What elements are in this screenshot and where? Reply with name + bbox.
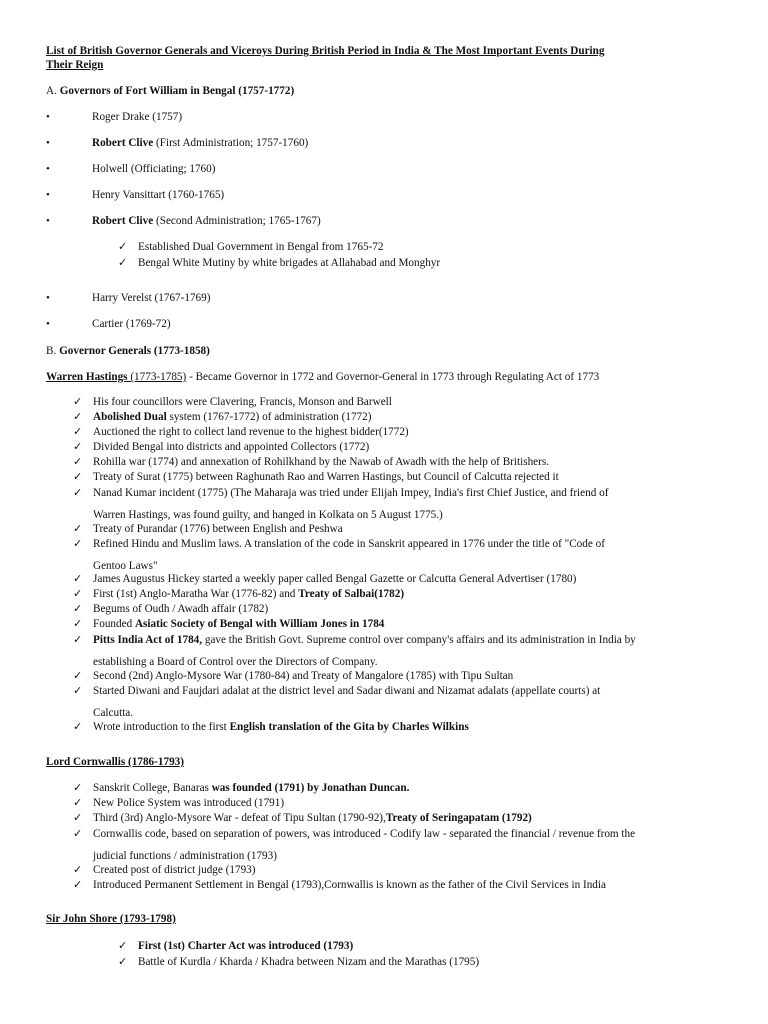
- governor-years: (Officiating; 1760): [128, 163, 216, 175]
- checkmark-icon: ✓: [73, 812, 83, 824]
- list-item: James Augustus Hickey started a weekly paper called Bengal Gazette or Calcutta General Advertiser (1780): [93, 573, 577, 585]
- governor-years: (1760-1765): [165, 189, 225, 201]
- checkmark-icon: ✓: [73, 685, 83, 697]
- checkmark-icon: ✓: [73, 603, 83, 615]
- item-text: Third (3rd) Anglo-Mysore War - defeat of Tipu Sultan (1790-92),: [93, 812, 386, 824]
- bullet-icon: •: [46, 137, 50, 149]
- checkmark-icon: ✓: [73, 441, 83, 453]
- bold-text: Treaty of Salbai(1782): [298, 588, 405, 600]
- checkmark-icon: ✓: [73, 456, 83, 468]
- section-a-prefix: A.: [46, 85, 57, 97]
- list-item: Created post of district judge (1793): [93, 864, 256, 876]
- hastings-desc: - Became Governor in 1772 and Governor-General in 1773 through Regulating Act of 1773: [186, 371, 600, 383]
- governor-years: (1769-72): [123, 318, 171, 330]
- item-text: Wrote introduction to the first: [93, 721, 230, 733]
- governor-years: (1767-1769): [151, 292, 211, 304]
- checkmark-icon: ✓: [73, 523, 83, 535]
- list-item: Nanad Kumar incident (1775) (The Maharaja was tried under Elijah Impey, India's first Chief Justice, and friend of: [93, 487, 609, 499]
- checkmark-icon: ✓: [118, 940, 128, 952]
- item-text: Founded: [93, 618, 135, 630]
- list-item: Cornwallis code, based on separation of powers, was introduced - Codify law - separated the financial / revenue from the: [93, 828, 636, 840]
- item-text: Sanskrit College, Banaras: [93, 782, 212, 794]
- list-item-continuation: Gentoo Laws": [93, 560, 158, 572]
- checkmark-icon: ✓: [73, 487, 83, 499]
- item-text: gave the British Govt. Supreme control over company's affairs and its administration in India by: [202, 634, 636, 646]
- bullet-icon: •: [46, 189, 50, 201]
- list-item: [93, 781, 409, 795]
- checkmark-icon: ✓: [118, 956, 128, 968]
- list-item: Bengal White Mutiny by white brigades at Allahabad and Monghyr: [138, 257, 441, 269]
- governor-years: (Second Administration; 1765-1767): [153, 215, 321, 227]
- checkmark-icon: ✓: [73, 721, 83, 733]
- checkmark-icon: ✓: [73, 828, 83, 840]
- checkmark-icon: ✓: [73, 864, 83, 876]
- checkmark-icon: ✓: [118, 257, 128, 269]
- checkmark-icon: ✓: [73, 588, 83, 600]
- checkmark-icon: ✓: [73, 634, 83, 646]
- section-a-title: Governors of Fort William in Bengal (1757-1772): [59, 85, 295, 97]
- list-item: [92, 162, 215, 176]
- list-item: Divided Bengal into districts and appointed Collectors (1772): [93, 441, 370, 453]
- list-item-continuation: Calcutta.: [93, 707, 134, 719]
- document-title-line-2: Their Reign: [46, 59, 104, 71]
- bold-text: Abolished Dual: [93, 411, 167, 423]
- bullet-icon: •: [46, 163, 50, 175]
- bullet-icon: •: [46, 111, 50, 123]
- document-title-line-1: List of British Governor Generals and Viceroys During British Period in India & The Most Important Events During: [46, 45, 605, 57]
- governor-name: Henry Vansittart: [92, 189, 166, 201]
- bullet-icon: •: [46, 318, 50, 330]
- list-item: [92, 110, 182, 124]
- list-item: [93, 617, 384, 631]
- list-item-continuation: establishing a Board of Control over the Directors of Company.: [93, 656, 378, 668]
- list-item: Established Dual Government in Bengal from 1765-72: [138, 241, 384, 253]
- checkmark-icon: ✓: [73, 396, 83, 408]
- governor-years: (1757): [149, 111, 183, 123]
- list-item: [93, 720, 469, 734]
- checkmark-icon: ✓: [73, 471, 83, 483]
- section-b-heading: [46, 344, 210, 358]
- hastings-years: (1773-1785): [127, 371, 187, 383]
- shore-heading: Sir John Shore (1793-1798): [46, 913, 176, 925]
- checkmark-icon: ✓: [118, 241, 128, 253]
- checkmark-icon: ✓: [73, 411, 83, 423]
- bold-text: Treaty of Seringapatam (1792): [385, 812, 532, 824]
- governor-name: Roger Drake: [92, 111, 150, 123]
- list-item: Treaty of Purandar (1776) between English and Peshwa: [93, 523, 343, 535]
- bullet-icon: •: [46, 215, 50, 227]
- list-item: Auctioned the right to collect land revenue to the highest bidder(1772): [93, 426, 409, 438]
- bullet-icon: •: [46, 292, 50, 304]
- governor-name: Cartier: [92, 318, 124, 330]
- section-b-prefix: B.: [46, 345, 57, 357]
- checkmark-icon: ✓: [73, 618, 83, 630]
- bold-text: English translation of the Gita by Charles Wilkins: [229, 721, 469, 733]
- hastings-heading: [46, 370, 599, 384]
- list-item: New Police System was introduced (1791): [93, 797, 285, 809]
- item-text: system (1767-1772) of administration (1772): [166, 411, 372, 423]
- governor-name: Robert Clive: [92, 137, 154, 149]
- checkmark-icon: ✓: [73, 797, 83, 809]
- section-a-heading: [46, 84, 294, 98]
- list-item: Treaty of Surat (1775) between Raghunath Rao and Warren Hastings, but Council of Calcutta rejected it: [93, 471, 559, 483]
- bold-text: was founded (1791) by Jonathan Duncan.: [211, 782, 410, 794]
- governor-name: Harry Verelst: [92, 292, 152, 304]
- checkmark-icon: ✓: [73, 782, 83, 794]
- list-item: His four councillors were Clavering, Francis, Monson and Barwell: [93, 396, 392, 408]
- list-item: [92, 291, 210, 305]
- governor-name: Holwell: [92, 163, 129, 175]
- bold-text: Pitts India Act of 1784,: [93, 634, 203, 646]
- list-item-continuation: judicial functions / administration (1793): [93, 850, 277, 862]
- list-item: Second (2nd) Anglo-Mysore War (1780-84) and Treaty of Mangalore (1785) with Tipu Sultan: [93, 670, 514, 682]
- bold-text: Asiatic Society of Bengal with William Jones in 1784: [134, 618, 385, 630]
- checkmark-icon: ✓: [73, 426, 83, 438]
- checkmark-icon: ✓: [73, 670, 83, 682]
- list-item: [92, 214, 321, 228]
- governor-years: (First Administration; 1757-1760): [153, 137, 309, 149]
- list-item: [92, 136, 308, 150]
- list-item-continuation: Warren Hastings, was found guilty, and hanged in Kolkata on 5 August 1775.): [93, 509, 443, 521]
- list-item: [93, 633, 636, 647]
- list-item: [92, 188, 224, 202]
- list-item: [93, 410, 371, 424]
- list-item: Introduced Permanent Settlement in Bengal (1793),Cornwallis is known as the father of the Civil Services in India: [93, 879, 606, 891]
- checkmark-icon: ✓: [73, 573, 83, 585]
- list-item: Begums of Oudh / Awadh affair (1782): [93, 603, 269, 615]
- list-item: Started Diwani and Faujdari adalat at the district level and Sadar diwani and Nizamat adalats (appellate courts) at: [93, 685, 601, 697]
- list-item: [92, 317, 171, 331]
- list-item: [93, 811, 532, 825]
- item-text: First (1st) Anglo-Maratha War (1776-82) and: [93, 588, 299, 600]
- list-item: First (1st) Charter Act was introduced (1793): [138, 940, 354, 952]
- list-item: Rohilla war (1774) and annexation of Rohilkhand by the Nawab of Awadh with the help of Britishers.: [93, 456, 550, 468]
- list-item: Refined Hindu and Muslim laws. A translation of the code in Sanskrit appeared in 1776 under the title of "Code of: [93, 538, 605, 550]
- checkmark-icon: ✓: [73, 879, 83, 891]
- governor-name: Robert Clive: [92, 215, 154, 227]
- hastings-name: Warren Hastings: [46, 371, 128, 383]
- list-item: [93, 587, 404, 601]
- list-item: Battle of Kurdla / Kharda / Khadra between Nizam and the Marathas (1795): [138, 956, 480, 968]
- section-b-title: Governor Generals (1773-1858): [59, 345, 210, 357]
- checkmark-icon: ✓: [73, 538, 83, 550]
- cornwallis-heading: Lord Cornwallis (1786-1793): [46, 756, 184, 768]
